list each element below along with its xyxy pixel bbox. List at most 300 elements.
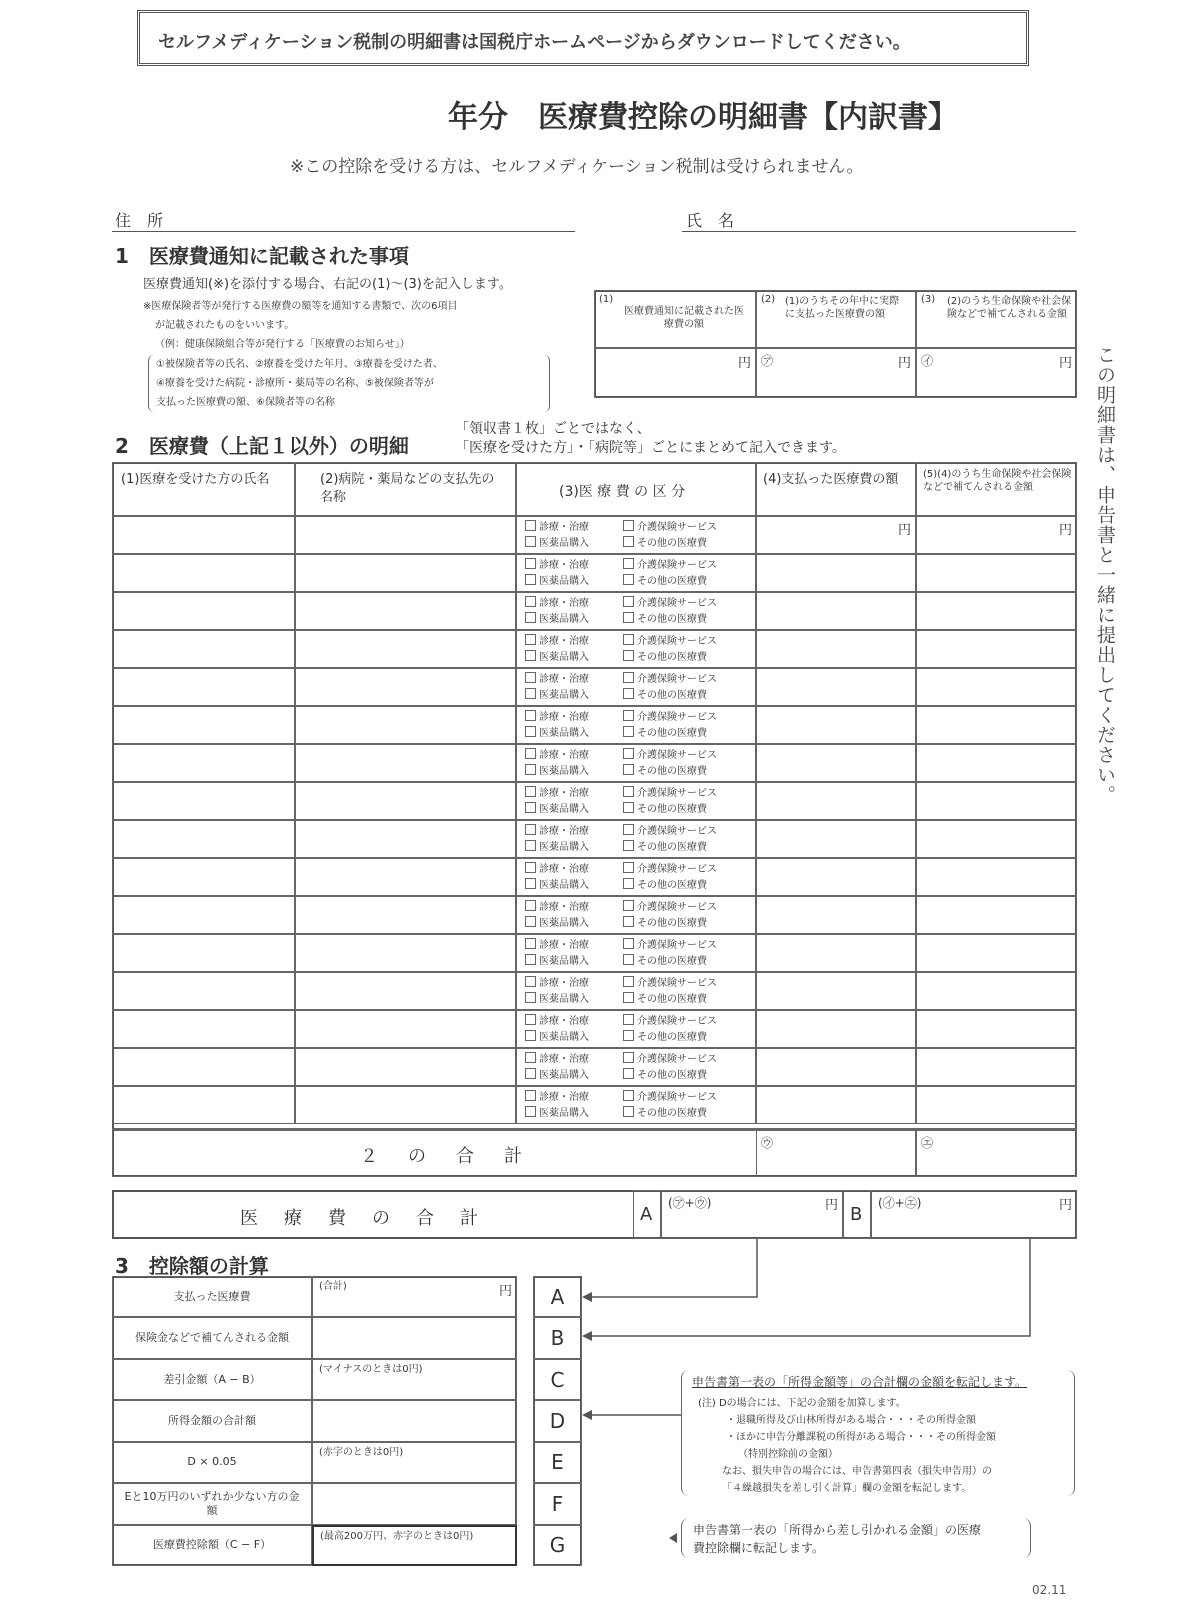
category-checkbox[interactable] <box>525 748 589 762</box>
category-label: 介護保険サービス <box>637 826 717 837</box>
checkbox-square[interactable] <box>623 1052 634 1063</box>
checkbox-square[interactable] <box>623 1014 634 1025</box>
checkbox-square[interactable] <box>525 764 536 775</box>
checkbox-square[interactable] <box>623 900 634 911</box>
category-label: その他の医療費 <box>637 690 707 701</box>
section2-heading: 2 医療費（上記１以外）の明細 <box>115 434 409 458</box>
s2-cell-paid[interactable] <box>756 972 916 1010</box>
category-checkbox[interactable] <box>525 878 589 892</box>
s3-label-cell <box>112 1359 312 1400</box>
checkbox-square[interactable] <box>525 710 536 721</box>
s2-cell-payee[interactable] <box>295 744 516 782</box>
category-checkbox[interactable] <box>525 1030 589 1044</box>
note-d-head: 申告書第一表の「所得金額等」の合計欄の金額を転記します。 <box>692 1375 1028 1389</box>
s2-cell-paid[interactable] <box>756 858 916 896</box>
category-label: 医薬品購入 <box>539 1032 589 1043</box>
s2-cell-name[interactable] <box>112 668 295 706</box>
category-checkbox[interactable] <box>525 1106 589 1120</box>
s2-cell-paid[interactable] <box>756 1048 916 1086</box>
category-label: その他の医療費 <box>637 880 707 891</box>
category-checkbox[interactable] <box>623 672 717 686</box>
checkbox-square[interactable] <box>525 976 536 987</box>
s2-cell-category <box>516 554 756 592</box>
category-checkbox[interactable] <box>525 612 589 626</box>
checkbox-square[interactable] <box>525 1068 536 1079</box>
s3-letter-cell <box>533 1525 582 1566</box>
category-label: 介護保険サービス <box>637 788 717 799</box>
category-checkbox[interactable] <box>525 840 589 854</box>
checkbox-square[interactable] <box>525 992 536 1003</box>
s2-cell-reimbursed[interactable] <box>916 668 1077 706</box>
s2-cell-category <box>516 1048 756 1086</box>
s3-value-cell[interactable] <box>312 1525 517 1566</box>
s2-cell-reimbursed[interactable] <box>916 554 1077 592</box>
checkbox-square[interactable] <box>525 900 536 911</box>
category-label: 医薬品購入 <box>539 994 589 1005</box>
category-checkbox[interactable] <box>623 1068 707 1082</box>
checkbox-square[interactable] <box>623 802 634 813</box>
s1-amount-2[interactable]: ㋐ 円 <box>756 348 916 398</box>
category-checkbox[interactable] <box>623 824 717 838</box>
category-checkbox[interactable] <box>623 840 707 854</box>
checkbox-square[interactable] <box>623 634 634 645</box>
category-checkbox[interactable] <box>525 520 589 534</box>
s2-cell-paid[interactable] <box>756 554 916 592</box>
checkbox-square[interactable] <box>525 596 536 607</box>
s3-letter-cell <box>533 1317 582 1358</box>
s2-cell-reimbursed[interactable] <box>916 896 1077 934</box>
s2-cell-payee[interactable] <box>295 706 516 744</box>
category-label: 医薬品購入 <box>539 880 589 891</box>
category-label: 医薬品購入 <box>539 1070 589 1081</box>
notice-banner-text: セルフメディケーション税制の明細書は国税庁ホームページからダウンロードしてください。 <box>158 32 911 53</box>
category-checkbox[interactable] <box>525 786 589 800</box>
category-label: 診療・治療 <box>539 1016 589 1027</box>
category-checkbox[interactable] <box>525 688 589 702</box>
checkbox-square[interactable] <box>623 840 634 851</box>
s3-value-cell[interactable] <box>312 1400 517 1441</box>
arrow-a-line <box>590 1239 757 1297</box>
s2-header-payee: (2)病院・薬局などの支払先の名称 <box>295 462 516 516</box>
checkbox-square[interactable] <box>623 710 634 721</box>
category-checkbox[interactable] <box>525 650 589 664</box>
category-checkbox[interactable] <box>525 1014 589 1028</box>
category-label: 医薬品購入 <box>539 728 589 739</box>
category-label: 介護保険サービス <box>637 902 717 913</box>
category-label: 介護保険サービス <box>637 1054 717 1065</box>
note-d-5: なお、損失申告の場合には、申告書第四表（損失申告用）の <box>722 1466 992 1477</box>
s2-cell-payee[interactable] <box>295 896 516 934</box>
notice-banner <box>137 10 1029 66</box>
s2-cell-paid[interactable] <box>756 1010 916 1048</box>
category-checkbox[interactable] <box>623 802 707 816</box>
s2-cell-name[interactable] <box>112 554 295 592</box>
category-checkbox[interactable] <box>623 764 707 778</box>
checkbox-square[interactable] <box>623 688 634 699</box>
checkbox-square[interactable] <box>525 786 536 797</box>
category-checkbox[interactable] <box>623 1090 717 1104</box>
s3-label-cell <box>112 1525 312 1566</box>
section1-instruction: 医療費通知(※)を添付する場合、右記の(1)〜(3)を記入します。 <box>143 277 512 292</box>
s2-cell-name[interactable] <box>112 1048 295 1086</box>
checkbox-square[interactable] <box>623 1106 634 1117</box>
yen-unit: 円 <box>897 523 911 538</box>
section2-note2: 「医療を受けた方」・「病院等」ごとにまとめて記入できます。 <box>455 440 846 456</box>
category-checkbox[interactable] <box>525 954 589 968</box>
address-label: 住 所 <box>115 211 164 230</box>
checkbox-square[interactable] <box>525 954 536 965</box>
category-label: 診療・治療 <box>539 598 589 609</box>
category-label: その他の医療費 <box>637 766 707 777</box>
s2-cell-payee[interactable] <box>295 858 516 896</box>
name-label: 氏 名 <box>686 211 735 230</box>
checkbox-square[interactable] <box>623 938 634 949</box>
section1-heading: 1 医療費通知に記載された事項 <box>115 244 409 268</box>
s3-letter: G <box>549 1533 566 1558</box>
category-checkbox[interactable] <box>525 862 589 876</box>
checkbox-square[interactable] <box>525 748 536 759</box>
category-checkbox[interactable] <box>525 1090 589 1104</box>
s2-cell-reimbursed[interactable] <box>916 782 1077 820</box>
category-checkbox[interactable] <box>525 726 589 740</box>
s2-cell-paid[interactable] <box>756 516 916 554</box>
s3-label-cell <box>112 1442 312 1483</box>
checkbox-square[interactable] <box>525 1052 536 1063</box>
category-checkbox[interactable] <box>623 748 717 762</box>
s2-cell-paid[interactable] <box>756 706 916 744</box>
checkbox-square[interactable] <box>623 558 634 569</box>
arrow-g-head <box>669 1533 677 1543</box>
s3-value-cell[interactable] <box>312 1317 517 1358</box>
s2-cell-payee[interactable] <box>295 820 516 858</box>
checkbox-square[interactable] <box>623 976 634 987</box>
note-d-1: (注) Dの場合には、下記の金額を加算します。 <box>698 1398 906 1409</box>
s2-total-reimbursed[interactable]: ㋓ <box>916 1128 1077 1177</box>
checkbox-square[interactable] <box>623 726 634 737</box>
s2-cell-payee[interactable] <box>295 592 516 630</box>
s2-cell-payee[interactable] <box>295 972 516 1010</box>
s2-cell-reimbursed[interactable] <box>916 858 1077 896</box>
category-checkbox[interactable] <box>525 536 589 550</box>
s2-cell-paid[interactable] <box>756 668 916 706</box>
checkbox-square[interactable] <box>623 748 634 759</box>
s2-cell-payee[interactable] <box>295 554 516 592</box>
grand-total-label: 医 療 費 の 合 計 <box>240 1208 482 1229</box>
checkbox-square[interactable] <box>525 878 536 889</box>
checkbox-square[interactable] <box>525 558 536 569</box>
checkbox-square[interactable] <box>525 574 536 585</box>
s2-cell-reimbursed[interactable] <box>916 1086 1077 1124</box>
category-label: 介護保険サービス <box>637 560 717 571</box>
arrow-d-head <box>582 1410 592 1420</box>
s2-cell-payee[interactable] <box>295 1086 516 1124</box>
category-checkbox[interactable] <box>623 726 707 740</box>
checkbox-square[interactable] <box>623 520 634 531</box>
category-checkbox[interactable] <box>525 634 589 648</box>
s3-label: 医療費控除額（C − F） <box>152 1538 272 1552</box>
s2-header-name: (1)医療を受けた方の氏名 <box>112 462 295 516</box>
checkbox-square[interactable] <box>623 650 634 661</box>
side-note: この明細書は、申告書と一緒に提出してください。 <box>1094 345 1116 805</box>
s2-cell-reimbursed[interactable] <box>916 516 1077 554</box>
category-checkbox[interactable] <box>623 688 707 702</box>
category-label: その他の医療費 <box>637 652 707 663</box>
category-label: 介護保険サービス <box>637 750 717 761</box>
s2-cell-paid[interactable] <box>756 744 916 782</box>
checkbox-square[interactable] <box>525 1014 536 1025</box>
arrow-a-head <box>582 1292 592 1302</box>
category-checkbox[interactable] <box>623 520 717 534</box>
category-checkbox[interactable] <box>623 786 717 800</box>
category-checkbox[interactable] <box>525 938 589 952</box>
checkbox-square[interactable] <box>525 536 536 547</box>
s2-cell-name[interactable] <box>112 706 295 744</box>
category-label: 介護保険サービス <box>637 598 717 609</box>
s2-cell-payee[interactable] <box>295 668 516 706</box>
category-checkbox[interactable] <box>525 1068 589 1082</box>
checkbox-square[interactable] <box>525 1106 536 1117</box>
s2-cell-reimbursed[interactable] <box>916 630 1077 668</box>
category-label: その他の医療費 <box>637 576 707 587</box>
checkbox-square[interactable] <box>525 688 536 699</box>
s2-cell-name[interactable] <box>112 896 295 934</box>
s3-label: 支払った医療費 <box>173 1289 251 1303</box>
note-g-1: 申告書第一表の「所得から差し引かれる金額」の医療 <box>693 1523 982 1537</box>
s2-cell-name[interactable] <box>112 592 295 630</box>
category-checkbox[interactable] <box>623 992 707 1006</box>
category-checkbox[interactable] <box>623 900 717 914</box>
s3-label-cell <box>112 1276 312 1317</box>
s2-cell-category <box>516 1086 756 1124</box>
s2-cell-payee[interactable] <box>295 1010 516 1048</box>
s3-note: (最高200万円、赤字のときは0円) <box>320 1530 474 1542</box>
category-checkbox[interactable] <box>525 900 589 914</box>
s2-total-paid[interactable]: ㋒ <box>756 1128 916 1177</box>
category-label: その他の医療費 <box>637 994 707 1005</box>
category-checkbox[interactable] <box>623 612 707 626</box>
s2-cell-category <box>516 668 756 706</box>
s2-cell-paid[interactable] <box>756 782 916 820</box>
section1-note1: ※医療保険者等が発行する医療費の額等を通知する書類で、次の6項目 <box>143 301 458 312</box>
category-checkbox[interactable] <box>623 596 717 610</box>
s3-letter-cell <box>533 1483 582 1524</box>
s2-cell-paid[interactable] <box>756 1086 916 1124</box>
section1-note2: が記載されたものをいいます。 <box>155 320 295 331</box>
checkbox-square[interactable] <box>623 992 634 1003</box>
s2-cell-category <box>516 820 756 858</box>
category-checkbox[interactable] <box>525 764 589 778</box>
s2-cell-name[interactable] <box>112 630 295 668</box>
s2-cell-paid[interactable] <box>756 592 916 630</box>
checkbox-square[interactable] <box>525 1030 536 1041</box>
checkbox-square[interactable] <box>623 786 634 797</box>
grand-total-b-amount[interactable]: (㋑+㋓) 円 <box>871 1190 1077 1239</box>
s2-cell-name[interactable] <box>112 1010 295 1048</box>
s3-letter: E <box>551 1450 564 1475</box>
category-checkbox[interactable] <box>623 954 707 968</box>
s2-cell-category <box>516 782 756 820</box>
category-label: 医薬品購入 <box>539 576 589 587</box>
category-checkbox[interactable] <box>623 916 707 930</box>
category-checkbox[interactable] <box>623 574 707 588</box>
checkbox-square[interactable] <box>623 954 634 965</box>
s3-label: 差引金額（A − B） <box>163 1372 261 1386</box>
checkbox-square[interactable] <box>525 824 536 835</box>
checkbox-square[interactable] <box>623 536 634 547</box>
section1-note3: （例：健康保険組合等が発行する「医療費のお知らせ」） <box>155 339 410 350</box>
s2-cell-payee[interactable] <box>295 630 516 668</box>
checkbox-square[interactable] <box>623 764 634 775</box>
s2-cell-payee[interactable] <box>295 934 516 972</box>
s2-cell-reimbursed[interactable] <box>916 820 1077 858</box>
category-label: その他の医療費 <box>637 538 707 549</box>
category-label: 医薬品購入 <box>539 842 589 853</box>
category-checkbox[interactable] <box>623 976 717 990</box>
category-checkbox[interactable] <box>623 878 707 892</box>
name-field[interactable] <box>682 230 1076 232</box>
s3-value-cell[interactable] <box>312 1276 517 1317</box>
checkbox-square[interactable] <box>525 726 536 737</box>
s2-cell-name[interactable] <box>112 934 295 972</box>
checkbox-square[interactable] <box>525 840 536 851</box>
s2-cell-name[interactable] <box>112 744 295 782</box>
s2-cell-paid[interactable] <box>756 896 916 934</box>
s2-header-paid: (4)支払った医療費の額 <box>756 462 916 516</box>
s2-cell-name[interactable] <box>112 972 295 1010</box>
s3-letter: B <box>550 1326 565 1351</box>
category-label: 医薬品購入 <box>539 690 589 701</box>
category-checkbox[interactable] <box>525 710 589 724</box>
s1-amount-3[interactable]: ㋑ 円 <box>916 348 1077 398</box>
category-checkbox[interactable] <box>623 650 707 664</box>
s2-cell-reimbursed[interactable] <box>916 592 1077 630</box>
checkbox-square[interactable] <box>623 1090 634 1101</box>
category-checkbox[interactable] <box>623 938 717 952</box>
checkbox-square[interactable] <box>525 916 536 927</box>
category-checkbox[interactable] <box>525 992 589 1006</box>
category-checkbox[interactable] <box>623 1052 717 1066</box>
s1-amount-1[interactable]: 円 <box>594 348 756 398</box>
s2-cell-name[interactable] <box>112 782 295 820</box>
section1-items3: 支払った医療費の額、⑥保険者等の名称 <box>156 397 335 408</box>
category-label: 診療・治療 <box>539 560 589 571</box>
category-checkbox[interactable] <box>623 862 717 876</box>
category-label: 診療・治療 <box>539 902 589 913</box>
s2-cell-payee[interactable] <box>295 782 516 820</box>
section1-items1: ①被保険者等の氏名、②療養を受けた年月、③療養を受けた者、 <box>156 359 443 370</box>
s2-cell-reimbursed[interactable] <box>916 1048 1077 1086</box>
s2-cell-name[interactable] <box>112 820 295 858</box>
checkbox-square[interactable] <box>623 824 634 835</box>
category-checkbox[interactable] <box>525 672 589 686</box>
s2-cell-payee[interactable] <box>295 516 516 554</box>
s2-cell-reimbursed[interactable] <box>916 1010 1077 1048</box>
checkbox-square[interactable] <box>525 938 536 949</box>
checkbox-square[interactable] <box>525 650 536 661</box>
checkbox-square[interactable] <box>525 802 536 813</box>
category-checkbox[interactable] <box>623 710 717 724</box>
section2-note1: 「領収書１枚」ごとではなく、 <box>455 421 651 437</box>
category-label: 診療・治療 <box>539 750 589 761</box>
s2-cell-paid[interactable] <box>756 820 916 858</box>
s3-value-cell[interactable] <box>312 1359 517 1400</box>
category-checkbox[interactable] <box>623 1106 707 1120</box>
category-label: その他の医療費 <box>637 956 707 967</box>
address-field[interactable] <box>112 230 575 232</box>
s2-cell-reimbursed[interactable] <box>916 934 1077 972</box>
s2-cell-name[interactable] <box>112 516 295 554</box>
s2-cell-paid[interactable] <box>756 934 916 972</box>
s2-cell-name[interactable] <box>112 858 295 896</box>
category-label: 介護保険サービス <box>637 522 717 533</box>
category-label: その他の医療費 <box>637 842 707 853</box>
checkbox-square[interactable] <box>525 520 536 531</box>
checkbox-square[interactable] <box>623 1030 634 1041</box>
checkbox-square[interactable] <box>623 878 634 889</box>
category-checkbox[interactable] <box>623 634 717 648</box>
s2-cell-reimbursed[interactable] <box>916 744 1077 782</box>
checkbox-square[interactable] <box>623 612 634 623</box>
category-checkbox[interactable] <box>525 574 589 588</box>
category-checkbox[interactable] <box>623 1014 717 1028</box>
category-checkbox[interactable] <box>623 1030 707 1044</box>
checkbox-square[interactable] <box>525 672 536 683</box>
category-label: 診療・治療 <box>539 522 589 533</box>
s3-label-cell <box>112 1400 312 1441</box>
grand-total-a-amount[interactable]: (㋐+㋒) 円 <box>661 1190 843 1239</box>
checkbox-square[interactable] <box>623 1068 634 1079</box>
category-checkbox[interactable] <box>525 916 589 930</box>
s2-cell-reimbursed[interactable] <box>916 706 1077 744</box>
category-checkbox[interactable] <box>525 824 589 838</box>
note-d-6: 「４繰越損失を差し引く計算」欄の金額を転記します。 <box>722 1483 972 1494</box>
checkbox-square[interactable] <box>525 612 536 623</box>
s2-cell-payee[interactable] <box>295 1048 516 1086</box>
s3-label-cell <box>112 1317 312 1358</box>
checkbox-square[interactable] <box>525 634 536 645</box>
category-label: その他の医療費 <box>637 918 707 929</box>
checkbox-square[interactable] <box>623 574 634 585</box>
s2-cell-category <box>516 934 756 972</box>
category-checkbox[interactable] <box>525 558 589 572</box>
s2-cell-name[interactable] <box>112 1086 295 1124</box>
category-label: その他の医療費 <box>637 804 707 815</box>
s3-value-cell[interactable] <box>312 1442 517 1483</box>
checkbox-square[interactable] <box>525 1090 536 1101</box>
checkbox-square[interactable] <box>623 672 634 683</box>
checkbox-square[interactable] <box>623 596 634 607</box>
category-checkbox[interactable] <box>525 1052 589 1066</box>
category-checkbox[interactable] <box>623 558 717 572</box>
category-label: その他の医療費 <box>637 1108 707 1119</box>
category-checkbox[interactable] <box>623 536 707 550</box>
note-d-4: （特別控除前の金額） <box>738 1449 838 1460</box>
category-checkbox[interactable] <box>525 596 589 610</box>
category-label: 診療・治療 <box>539 826 589 837</box>
s3-label: D × 0.05 <box>187 1455 237 1469</box>
category-checkbox[interactable] <box>525 802 589 816</box>
s2-cell-reimbursed[interactable] <box>916 972 1077 1010</box>
category-checkbox[interactable] <box>525 976 589 990</box>
checkbox-square[interactable] <box>623 862 634 873</box>
s1-header-1: (1) 医療費通知に記載された医療費の額 <box>594 290 756 348</box>
s3-letter: C <box>550 1367 565 1392</box>
checkbox-square[interactable] <box>623 916 634 927</box>
checkbox-square[interactable] <box>525 862 536 873</box>
s2-cell-paid[interactable] <box>756 630 916 668</box>
category-label: 介護保険サービス <box>637 636 717 647</box>
s3-value-cell[interactable] <box>312 1483 517 1524</box>
